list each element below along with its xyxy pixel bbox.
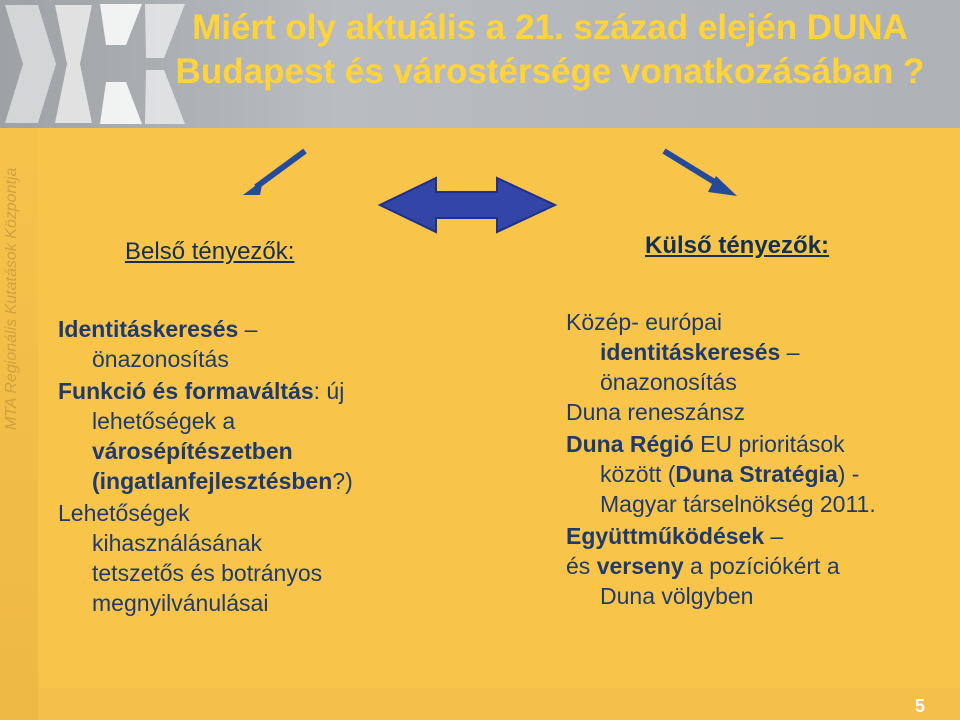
list-item: identitáskeresés – [600,339,800,365]
list-item: városépítészetben [92,438,293,464]
list-item: és verseny a pozíciókért a [566,553,840,579]
title-line-1: Miért oly aktuális a 21. század elején DUNA [192,8,908,47]
left-diagonal-arrowhead-icon [243,180,263,195]
list-item: önazonosítás [600,369,737,395]
list-item: Duna Régió EU prioritások [566,431,845,457]
list-item: Duna reneszánsz [566,399,745,425]
list-item: lehetőségek a [92,408,236,434]
double-arrow-icon [380,178,555,232]
title-line-2: Budapest és várostérsége vonatkozásában ? [175,52,925,91]
list-item: megnyilvánulásai [92,590,269,616]
list-item: Funkció és formaváltás: új [58,378,345,404]
list-item: Magyar társelnökség 2011. [600,491,876,517]
list-item: kihasználásának [92,530,263,556]
internal-factors-heading: Belső tényezők: [125,238,295,265]
list-item: között (Duna Stratégia) - [600,461,860,487]
list-item: (ingatlanfejlesztésben?) [92,468,353,494]
list-item: Közép- európai [566,309,722,335]
list-item: Duna völgyben [600,583,754,609]
internal-factors-list [58,314,398,618]
list-item: tetszetős és botrányos [92,560,323,586]
external-factors-heading: Külső tényezők: [645,232,830,259]
right-diagonal-arrow-icon [664,151,721,186]
list-item: Lehetőségek [58,500,190,526]
list-item: Együttműködések – [566,523,784,549]
page-number: 5 [914,696,925,716]
vertical-caption: MTA Regionális Kutatások Központja [3,167,20,430]
external-factors-list [566,307,946,611]
left-diagonal-arrow-icon [256,151,305,187]
list-item: önazonosítás [92,346,229,372]
list-item: Identitáskeresés – [58,316,258,342]
